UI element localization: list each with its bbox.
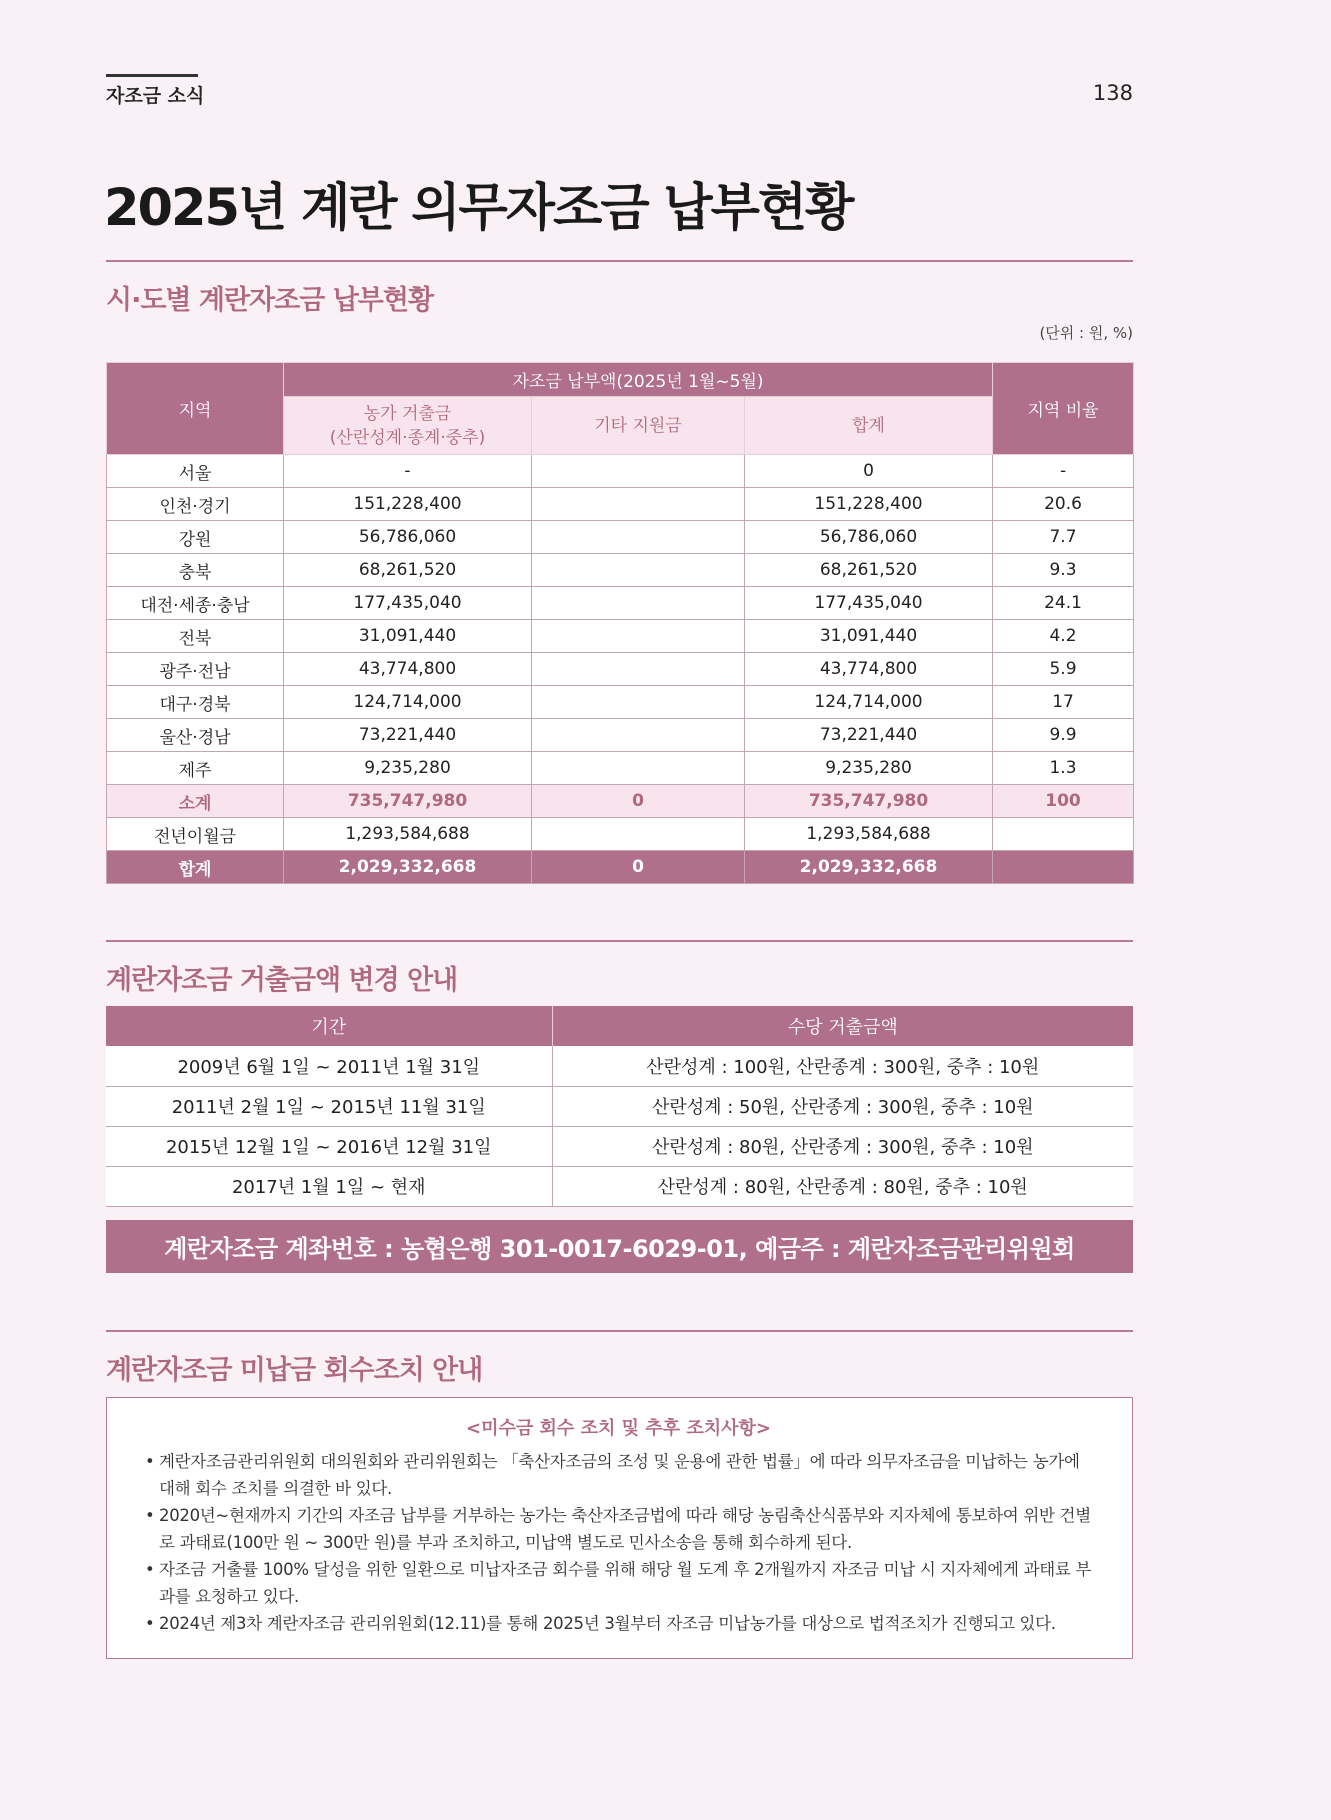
- cell-other: [532, 587, 745, 620]
- cell-ratio: -: [993, 455, 1134, 488]
- table-row: [106, 1046, 1133, 1086]
- cell-other: [532, 488, 745, 521]
- cell-region: 강원: [107, 521, 284, 554]
- cell-sum: 73,221,440: [745, 719, 993, 752]
- cell-farm: 31,091,440: [284, 620, 532, 653]
- rate-history-table: [106, 1006, 1133, 1207]
- cell-region: 광주·전남: [107, 653, 284, 686]
- cell-other: [532, 752, 745, 785]
- header-other: 기타 지원금: [532, 397, 745, 455]
- notice-box: [106, 1397, 1133, 1659]
- cell-other: 0: [532, 851, 745, 884]
- payment-table: [106, 362, 1134, 884]
- header-amount: 수당 거출금액: [552, 1006, 1133, 1046]
- header-ratio: 지역 비율: [993, 363, 1134, 455]
- table-row: [106, 1166, 1133, 1206]
- cell-other: [532, 455, 745, 488]
- table-row: [107, 719, 1134, 752]
- cell-farm: 124,714,000: [284, 686, 532, 719]
- cell-farm: 43,774,800: [284, 653, 532, 686]
- cell-region: 서울: [107, 455, 284, 488]
- section-title-change: 계란자조금 거출금액 변경 안내: [106, 965, 458, 996]
- header-region: 지역: [107, 363, 284, 455]
- table-row: [107, 521, 1134, 554]
- unit-label: (단위 : 원, %): [1039, 324, 1133, 342]
- cell-sum: 2,029,332,668: [745, 851, 993, 884]
- section-label: 자조금 소식: [106, 85, 205, 107]
- table-row: [106, 1086, 1133, 1126]
- cell-sum: 56,786,060: [745, 521, 993, 554]
- notice-list: [145, 1448, 1092, 1637]
- account-banner: 계란자조금 계좌번호 : 농협은행 301-0017-6029-01, 예금주 : 계란자조금관리위원회: [106, 1220, 1133, 1273]
- cell-amount: 산란성계 : 80원, 산란종계 : 300원, 중추 : 10원: [552, 1126, 1133, 1166]
- cell-ratio: [993, 851, 1134, 884]
- cell-ratio: 100: [993, 785, 1134, 818]
- cell-other: 0: [532, 785, 745, 818]
- section-title-recovery: 계란자조금 미납금 회수조치 안내: [106, 1355, 483, 1386]
- cell-ratio: 9.9: [993, 719, 1134, 752]
- cell-sum: 735,747,980: [745, 785, 993, 818]
- cell-other: [532, 686, 745, 719]
- cell-region: 전년이월금: [107, 818, 284, 851]
- cell-region: 울산·경남: [107, 719, 284, 752]
- table-row: [107, 455, 1134, 488]
- cell-other: [532, 521, 745, 554]
- cell-amount: 산란성계 : 100원, 산란종계 : 300원, 중추 : 10원: [552, 1046, 1133, 1086]
- cell-region: 전북: [107, 620, 284, 653]
- cell-other: [532, 653, 745, 686]
- cell-period: 2015년 12월 1일 ~ 2016년 12월 31일: [106, 1126, 552, 1166]
- cell-region: 충북: [107, 554, 284, 587]
- section-title-payment: 시·도별 계란자조금 납부현황: [106, 285, 434, 316]
- cell-farm: 9,235,280: [284, 752, 532, 785]
- cell-farm: 2,029,332,668: [284, 851, 532, 884]
- cell-ratio: 24.1: [993, 587, 1134, 620]
- notice-title: <미수금 회수 조치 및 추후 조치사항>: [466, 1418, 771, 1439]
- table-row: [107, 653, 1134, 686]
- list-item: • 2024년 제3차 계란자조금 관리위원회(12.11)를 통해 2025년 3월부터 자조금 미납농가를 대상으로 법적조치가 진행되고 있다.: [145, 1610, 1092, 1637]
- cell-farm: -: [284, 455, 532, 488]
- cell-region: 합계: [107, 851, 284, 884]
- cell-farm: 151,228,400: [284, 488, 532, 521]
- cell-sum: 43,774,800: [745, 653, 993, 686]
- cell-period: 2009년 6월 1일 ~ 2011년 1월 31일: [106, 1046, 552, 1086]
- cell-region: 소계: [107, 785, 284, 818]
- cell-other: [532, 818, 745, 851]
- cell-region: 제주: [107, 752, 284, 785]
- table-row: [107, 488, 1134, 521]
- cell-ratio: 4.2: [993, 620, 1134, 653]
- header-period: 기간: [106, 1006, 552, 1046]
- header-farm-line1: 농가 거출금: [363, 403, 452, 424]
- cell-sum: 1,293,584,688: [745, 818, 993, 851]
- table-row: [107, 587, 1134, 620]
- cell-farm: 177,435,040: [284, 587, 532, 620]
- cell-ratio: 1.3: [993, 752, 1134, 785]
- cell-ratio: [993, 818, 1134, 851]
- list-item: • 2020년~현재까지 기간의 자조금 납부를 거부하는 농가는 축산자조금법에 따라 해당 농림축산식품부와 지자체에 통보하여 위반 건별로 과태료(100만 원 ~ 300만 원)를 부과 조치하고, 미납액 별도로 민사소송을 통해 회수하게 된다.: [145, 1502, 1092, 1556]
- table-row: [107, 752, 1134, 785]
- header-rule: [106, 74, 198, 77]
- cell-sum: 68,261,520: [745, 554, 993, 587]
- page-number: 138: [1092, 81, 1133, 105]
- table-row: [106, 1126, 1133, 1166]
- cell-other: [532, 554, 745, 587]
- cell-ratio: 7.7: [993, 521, 1134, 554]
- cell-farm: 73,221,440: [284, 719, 532, 752]
- cell-sum: 31,091,440: [745, 620, 993, 653]
- page-title: 2025년 계란 의무자조금 납부현황: [104, 179, 853, 238]
- list-item: • 계란자조금관리위원회 대의원회와 관리위원회는 「축산자조금의 조성 및 운용에 관한 법률」에 따라 의무자조금을 미납하는 농가에 대해 회수 조치를 의결한 바 있다.: [145, 1448, 1092, 1502]
- table-row: [107, 686, 1134, 719]
- cell-sum: 177,435,040: [745, 587, 993, 620]
- divider: [106, 260, 1133, 262]
- cell-sum: 124,714,000: [745, 686, 993, 719]
- cell-period: 2011년 2월 1일 ~ 2015년 11월 31일: [106, 1086, 552, 1126]
- cell-region: 대구·경북: [107, 686, 284, 719]
- cell-farm: 735,747,980: [284, 785, 532, 818]
- cell-period: 2017년 1월 1일 ~ 현재: [106, 1166, 552, 1206]
- cell-ratio: 9.3: [993, 554, 1134, 587]
- cell-ratio: 5.9: [993, 653, 1134, 686]
- list-item: • 자조금 거출률 100% 달성을 위한 일환으로 미납자조금 회수를 위해 해당 월 도계 후 2개월까지 자조금 미납 시 지자체에게 과태료 부과를 요청하고 있다.: [145, 1556, 1092, 1610]
- header-farm: [284, 397, 532, 455]
- cell-ratio: 20.6: [993, 488, 1134, 521]
- total-row: [107, 851, 1134, 884]
- table-row: [107, 620, 1134, 653]
- divider: [106, 1330, 1133, 1332]
- cell-ratio: 17: [993, 686, 1134, 719]
- cell-farm: 56,786,060: [284, 521, 532, 554]
- cell-farm: 68,261,520: [284, 554, 532, 587]
- header-sum: 합계: [745, 397, 993, 455]
- cell-amount: 산란성계 : 80원, 산란종계 : 80원, 중추 : 10원: [552, 1166, 1133, 1206]
- header-farm-line2: (산란성계·종계·중추): [329, 427, 486, 448]
- cell-region: 인천·경기: [107, 488, 284, 521]
- cell-other: [532, 719, 745, 752]
- cell-sum: 151,228,400: [745, 488, 993, 521]
- table-row: [107, 554, 1134, 587]
- cell-other: [532, 620, 745, 653]
- cell-amount: 산란성계 : 50원, 산란종계 : 300원, 중추 : 10원: [552, 1086, 1133, 1126]
- subtotal-row: [107, 785, 1134, 818]
- carryover-row: [107, 818, 1134, 851]
- cell-farm: 1,293,584,688: [284, 818, 532, 851]
- cell-sum: 0: [745, 455, 993, 488]
- cell-region: 대전·세종·충남: [107, 587, 284, 620]
- cell-sum: 9,235,280: [745, 752, 993, 785]
- divider: [106, 940, 1133, 942]
- header-payment-group: 자조금 납부액(2025년 1월~5월): [284, 363, 993, 397]
